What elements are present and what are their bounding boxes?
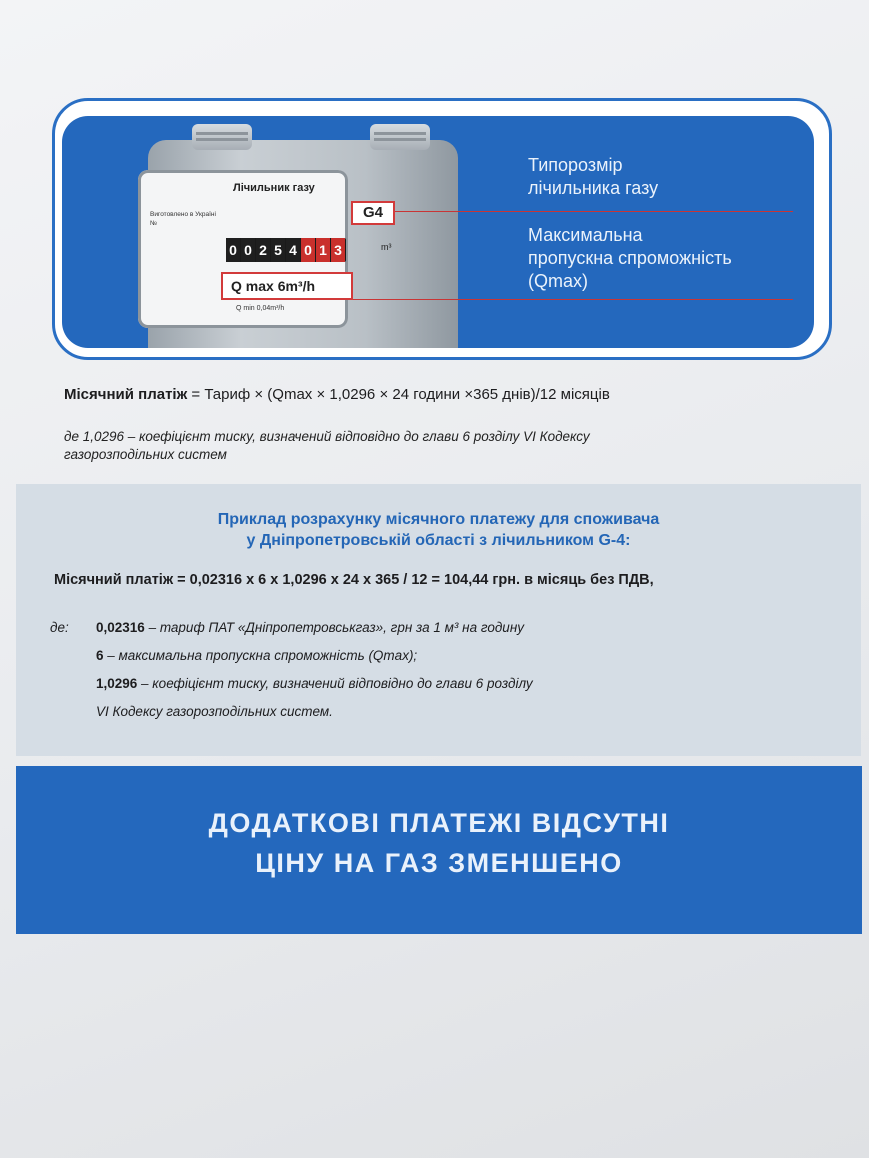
size-label-line: Типорозмір: [528, 155, 623, 175]
coefficient-note: [64, 428, 784, 464]
meter-unit: m³: [381, 242, 392, 252]
formula-expression: = Тариф × (Qmax × 1,0296 × 24 години ×365 днів)/12 місяців: [187, 386, 610, 403]
meter-qmin-label: Q min 0,04m³/h: [236, 305, 285, 312]
meter-pipe-left: [192, 124, 252, 150]
example-title-line: Приклад розрахунку місячного платежу для споживача: [217, 511, 660, 528]
counter-digit: 4: [286, 238, 300, 262]
where-item-value: 0,02316: [96, 620, 145, 635]
example-title-line: у Дніпропетровській області з лічильником G-4:: [246, 532, 631, 549]
where-item-continuation: VI Кодексу газорозподільних систем.: [96, 704, 333, 719]
counter-digit: 5: [271, 238, 285, 262]
where-item-text: – максимальна пропускна спроможність (Qmax);: [103, 648, 418, 663]
qmax-label-line: Максимальна: [528, 225, 643, 245]
where-item-text: – тариф ПАТ «Дніпропетровськгаз», грн за 1 м³ на годину: [144, 620, 524, 635]
counter-digit: 0: [301, 238, 315, 262]
qmax-label-line: пропускна спроможність: [528, 248, 732, 268]
banner-line: ДОДАТКОВІ ПЛАТЕЖІ ВІДСУТНІ: [208, 808, 670, 838]
meter-qmax-label: Q max 6m³/h: [221, 272, 353, 300]
meter-number-label: №: [150, 220, 157, 227]
note-line: де 1,0296 – коефіцієнт тиску, визначений відповідно до глави 6 розділу VI Кодексу: [64, 429, 590, 444]
counter-digit: 0: [226, 238, 240, 262]
qmax-label-line: (Qmax): [528, 271, 588, 291]
where-label: де:: [50, 620, 69, 635]
where-item: [96, 620, 524, 635]
formula-label: Місячний платіж: [64, 386, 188, 403]
callout-line-size: [395, 211, 793, 212]
where-item-text: – коефіцієнт тиску, визначений відповідно до глави 6 розділу: [137, 676, 533, 691]
counter-digit: 1: [316, 238, 330, 262]
meter-made-in: Виготовлено в Україні: [150, 211, 216, 218]
meter-counter: [226, 238, 346, 262]
meter-size-code: G4: [351, 201, 395, 225]
example-title: [16, 509, 861, 551]
size-label-line: лічильника газу: [528, 178, 659, 198]
meter-title: Лічильник газу: [233, 182, 315, 194]
payment-formula: [64, 386, 610, 403]
qmax-label: [528, 224, 732, 293]
note-line: газорозподільних систем: [64, 447, 227, 462]
where-item: [96, 648, 417, 663]
banner-line: ЦІНУ НА ГАЗ ЗМЕНШЕНО: [255, 848, 623, 878]
counter-digit: 2: [256, 238, 270, 262]
callout-line-qmax: [353, 299, 793, 300]
where-item-value: 1,0296: [96, 676, 138, 691]
where-item-value: 6: [96, 648, 104, 663]
example-calculation: Місячний платіж = 0,02316 х 6 х 1,0296 х 24 х 365 / 12 = 104,44 грн. в місяць без ПДВ,: [54, 572, 654, 588]
meter-pipe-right: [370, 124, 430, 150]
counter-digit: 3: [331, 238, 345, 262]
counter-digit: 0: [241, 238, 255, 262]
where-item: [96, 676, 533, 691]
size-label: [528, 154, 658, 200]
